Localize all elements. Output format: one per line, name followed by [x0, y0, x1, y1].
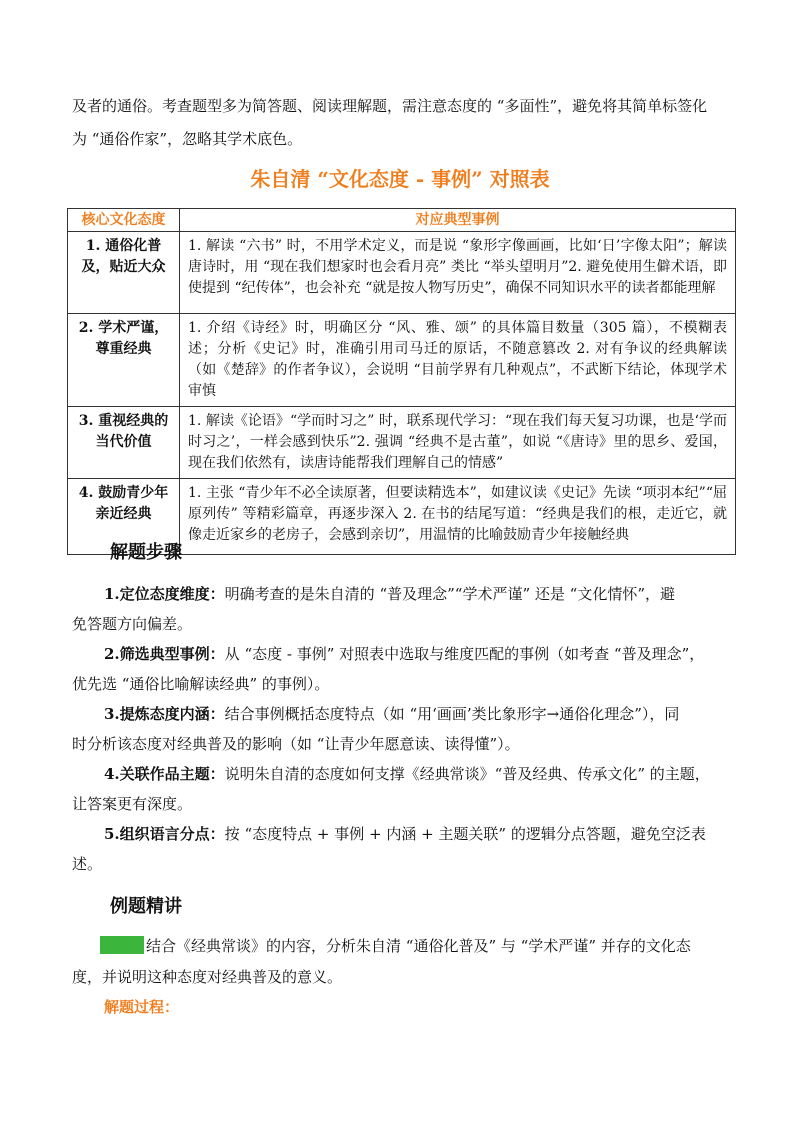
intro-line-2: 为 “通俗作家”，忽略其学术底色。	[72, 130, 303, 148]
step-3-label: 3.提炼态度内涵：	[104, 705, 225, 723]
steps-heading: 解题步骤	[110, 542, 182, 563]
attitude-cell: 2. 学术严谨，尊重经典	[68, 314, 180, 407]
step-1-text: 明确考查的是朱自清的 “普及理念”“学术严谨” 还是 “文化情怀”，避	[224, 585, 675, 603]
step-1-line-2: 免答题方向偏差。	[72, 615, 193, 633]
table-row	[68, 314, 736, 407]
attitude-cell: 3. 重视经典的当代价值	[68, 407, 180, 479]
step-1-label: 1.定位态度维度：	[104, 585, 225, 603]
example-question-text: 结合《经典常谈》的内容，分析朱自清 “通俗化普及” 与 “学术严谨” 并存的文化态	[146, 937, 691, 955]
step-3-line-1	[104, 698, 732, 731]
table-title: 朱自清 “文化态度 - 事例” 对照表	[250, 167, 550, 191]
step-5-label: 5.组织语言分点：	[104, 825, 225, 843]
solution-process-label: 解题过程：	[104, 998, 180, 1016]
step-2-text: 从 “态度 - 事例” 对照表中选取与维度匹配的事例（如考查 “普及理念”，	[224, 645, 705, 663]
example-question-line-2: 度，并说明这种态度对经典普及的意义。	[72, 968, 343, 986]
step-5-line-1	[104, 818, 732, 851]
example-cell: 1. 解读 “六书” 时，不用学术定义，而是说 “象形字像画画，比如‘日’字像太阳”；解读唐诗时，用 “现在我们想家时也会看月亮” 类比 “举头望明月”2. 避免使用生僻术语，即使提到 “纪传体”，也会补充 “就是按人物写历史”，确保不同知识水平的读者都能理解	[180, 232, 736, 314]
example-cell: 1. 主张 “青少年不必全读原著，但要读精选本”，如建议读《史记》先读 “项羽本纪”“屈原列传” 等精彩篇章，再逐步深入 2. 在书的结尾写道：“经典是我们的根，走近它，就像走近家乡的老房子，会感到亲切”，用温情的比喻鼓励青少年接触经典	[180, 479, 736, 555]
step-4-line-2: 让答案更有深度。	[72, 795, 193, 813]
intro-line-1: 及者的通俗。考查题型多为简答题、阅读理解题，需注意态度的 “多面性”，避免将其简单标签化	[72, 97, 708, 115]
header-example: 对应典型事例	[180, 209, 736, 232]
step-4-line-1	[104, 758, 732, 791]
table-row	[68, 407, 736, 479]
step-2-label: 2.筛选典型事例：	[104, 645, 225, 663]
example-cell: 1. 介绍《诗经》时，明确区分 “风、雅、颂” 的具体篇目数量（305 篇），不模糊表述；分析《史记》时，准确引用司马迁的原话，不随意篡改 2. 对有争议的经典解读（如《楚辞》的作者争议），会说明 “目前学界有几种观点”，不武断下结论，体现学术审慎	[180, 314, 736, 407]
example-cell: 1. 解读《论语》“学而时习之” 时，联系现代学习：“现在我们每天复习功课，也是‘学而时习之’，一样会感到快乐”2. 强调 “经典不是古董”，如说 “《唐诗》里的思乡、爱国，现在我们依然有，读唐诗能帮我们理解自己的情感”	[180, 407, 736, 479]
step-5-line-2: 述。	[72, 855, 103, 873]
example-heading: 例题精讲	[110, 896, 182, 917]
step-3-text: 结合事例概括态度特点（如 “用‘画画’类比象形字→通俗化理念”），同	[224, 705, 680, 723]
step-4-text: 说明朱自清的态度如何支撑《经典常谈》“普及经典、传承文化” 的主题，	[224, 765, 710, 783]
table-header-row	[68, 209, 736, 232]
header-attitude: 核心文化态度	[68, 209, 180, 232]
step-3-line-2: 时分析该态度对经典普及的影响（如 “让青少年愿意读、读得懂”）。	[72, 735, 520, 753]
step-1-line-1	[104, 578, 732, 611]
step-5-text: 按 “态度特点 + 事例 + 内涵 + 主题关联” 的逻辑分点答题，避免空泛表	[224, 825, 706, 843]
step-2-line-2: 优先选 “通俗比喻解读经典” 的事例）。	[72, 675, 330, 693]
step-2-line-1	[104, 638, 732, 671]
table-row	[68, 232, 736, 314]
question-tag-highlight	[100, 936, 144, 954]
attitude-example-table	[67, 208, 736, 555]
attitude-cell: 4. 鼓励青少年亲近经典	[68, 479, 180, 555]
step-4-label: 4.关联作品主题：	[104, 765, 225, 783]
attitude-cell: 1. 通俗化普及，贴近大众	[68, 232, 180, 314]
example-question-line-1	[100, 930, 732, 963]
